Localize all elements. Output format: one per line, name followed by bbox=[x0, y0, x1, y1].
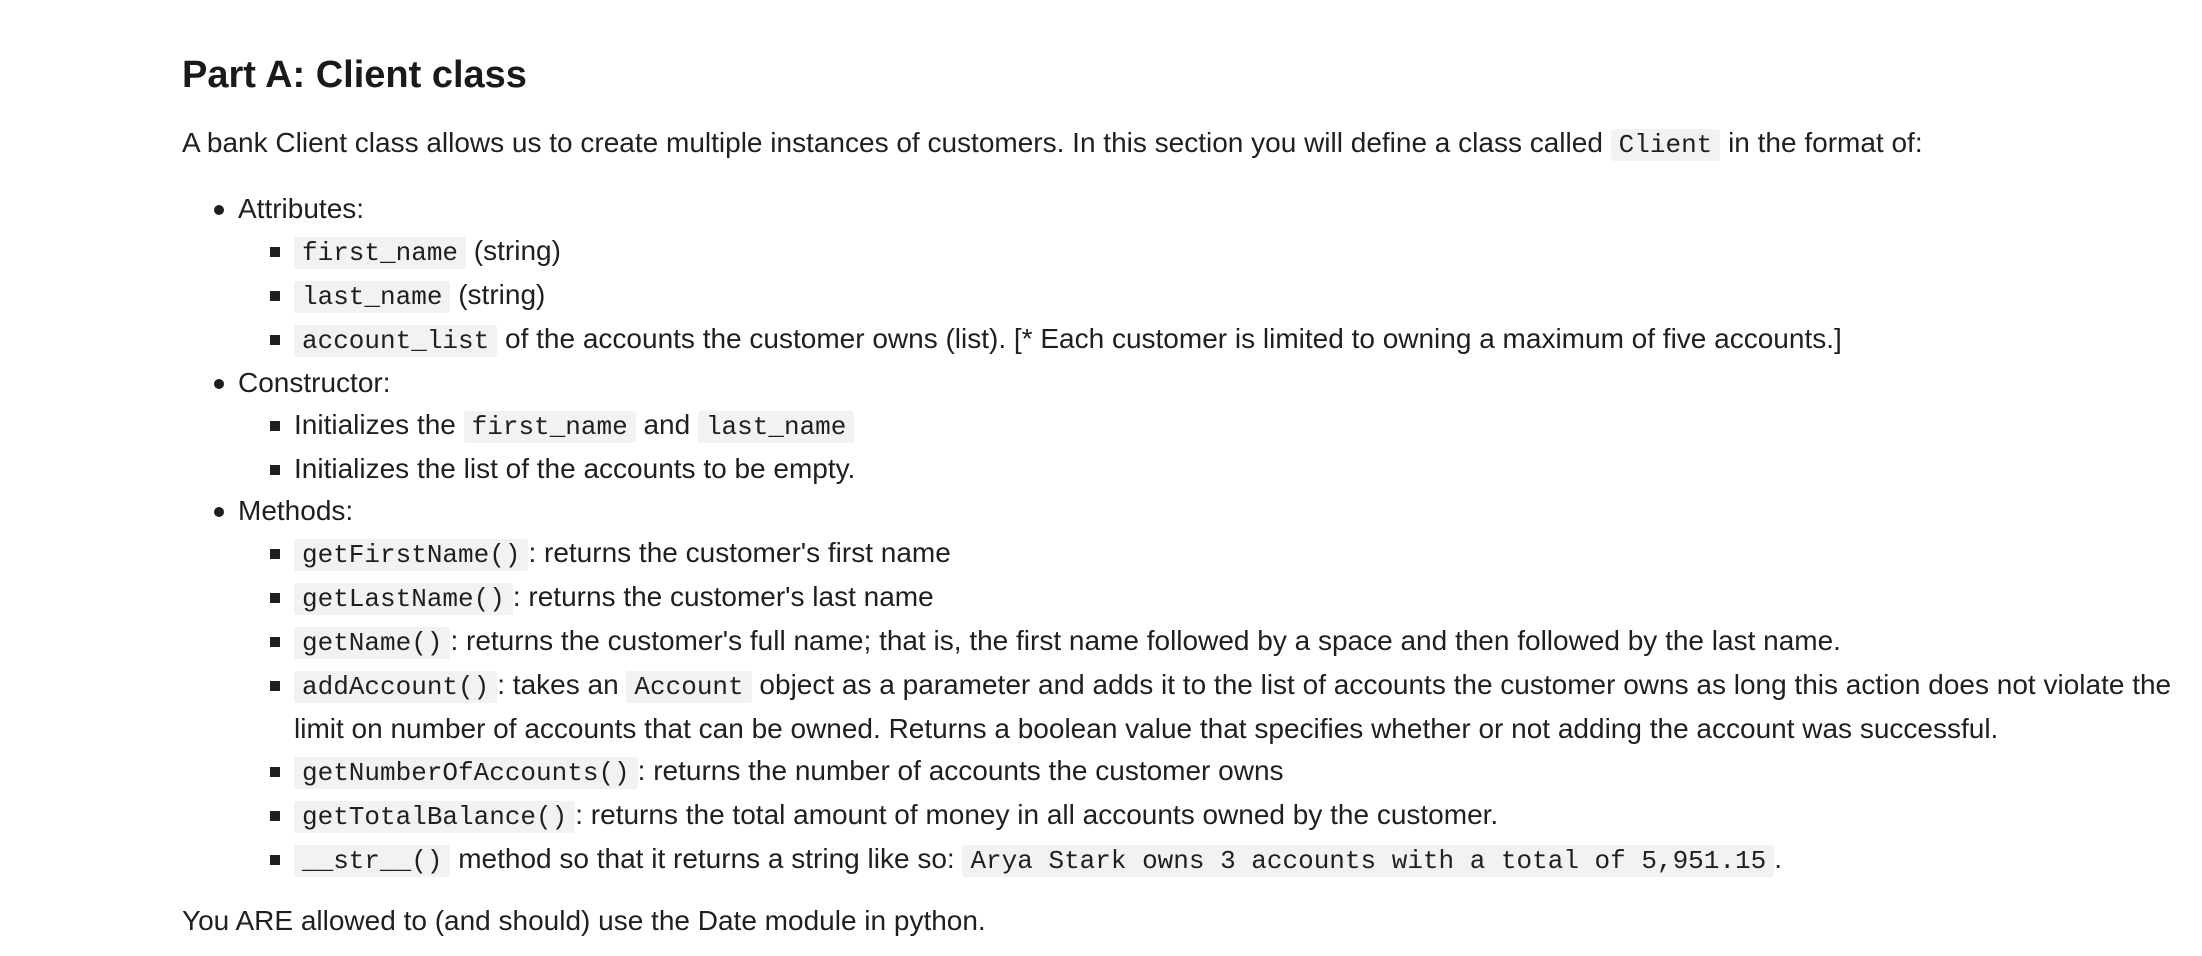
intro-paragraph bbox=[182, 122, 2182, 166]
method-code: getLastName() bbox=[294, 583, 513, 615]
method-desc: : takes an bbox=[497, 669, 627, 700]
attributes-section bbox=[212, 188, 2182, 362]
attribute-desc: (string) bbox=[466, 235, 561, 266]
footer-note: You ARE allowed to (and should) use the Date module in python. bbox=[182, 905, 986, 936]
attribute-code: first_name bbox=[294, 237, 466, 269]
intro-code: Client bbox=[1611, 129, 1721, 161]
constructor-code: last_name bbox=[698, 411, 854, 443]
constructor-code: first_name bbox=[464, 411, 636, 443]
page-title: Part A: Client class bbox=[182, 54, 527, 96]
method-desc: : returns the number of accounts the customer owns bbox=[637, 755, 1284, 786]
method-desc: method so that it returns a string like so: bbox=[450, 843, 963, 874]
constructor-list bbox=[238, 404, 2182, 490]
methods-section bbox=[212, 490, 2182, 882]
list-item bbox=[268, 448, 2182, 490]
methods-label: Methods: bbox=[238, 495, 354, 526]
list-item bbox=[268, 274, 2182, 318]
attribute-code: account_list bbox=[294, 325, 497, 357]
method-desc: : returns the customer's first name bbox=[528, 537, 951, 568]
constructor-text: and bbox=[635, 409, 698, 440]
intro-text: A bank Client class allows us to create multiple instances of customers. In this section you will define a class called bbox=[182, 127, 1611, 158]
attributes-list bbox=[238, 230, 2182, 362]
attribute-desc: (string) bbox=[450, 279, 546, 310]
attribute-desc: of the accounts the customer owns (list). [* Each customer is limited to owning a maximum of five accounts.] bbox=[497, 323, 1842, 354]
method-code: Account bbox=[626, 671, 751, 703]
intro-text-end: in the format of: bbox=[1720, 127, 1923, 158]
spec-list bbox=[182, 188, 2182, 882]
list-item bbox=[268, 404, 2182, 448]
list-item bbox=[268, 230, 2182, 274]
method-desc: : returns the customer's full name; that is, the first name followed by a space and then followed by the last name. bbox=[450, 625, 1841, 656]
method-code: getName() bbox=[294, 627, 450, 659]
constructor-label: Constructor: bbox=[238, 367, 391, 398]
list-item bbox=[268, 318, 2182, 362]
list-item bbox=[268, 750, 2182, 794]
document-page bbox=[182, 42, 2182, 942]
method-desc: : returns the total amount of money in all accounts owned by the customer. bbox=[575, 799, 1499, 830]
example-code: Arya Stark owns 3 accounts with a total of 5,951.15 bbox=[962, 845, 1774, 877]
attribute-code: last_name bbox=[294, 281, 450, 313]
methods-list bbox=[238, 532, 2182, 882]
constructor-text: Initializes the bbox=[294, 409, 464, 440]
constructor-text: Initializes the list of the accounts to be empty. bbox=[294, 453, 856, 484]
method-desc: . bbox=[1774, 843, 1782, 874]
list-item bbox=[268, 576, 2182, 620]
method-desc: object as a parameter and adds it to the list of accounts the customer owns as long this action does not violate the limit on number of accounts that can be owned. Returns a boolean value that specifies whether or not adding the account was successful. bbox=[294, 669, 2172, 744]
list-item bbox=[268, 620, 2182, 664]
list-item bbox=[268, 532, 2182, 576]
method-code: addAccount() bbox=[294, 671, 497, 703]
list-item bbox=[268, 838, 2182, 882]
list-item bbox=[268, 664, 2182, 750]
method-code: getNumberOfAccounts() bbox=[294, 757, 638, 789]
list-item bbox=[268, 794, 2182, 838]
method-code: __str__() bbox=[294, 845, 450, 877]
method-code: getTotalBalance() bbox=[294, 801, 575, 833]
attributes-label: Attributes: bbox=[238, 193, 365, 224]
constructor-section bbox=[212, 362, 2182, 490]
method-code: getFirstName() bbox=[294, 539, 528, 571]
method-desc: : returns the customer's last name bbox=[512, 581, 934, 612]
